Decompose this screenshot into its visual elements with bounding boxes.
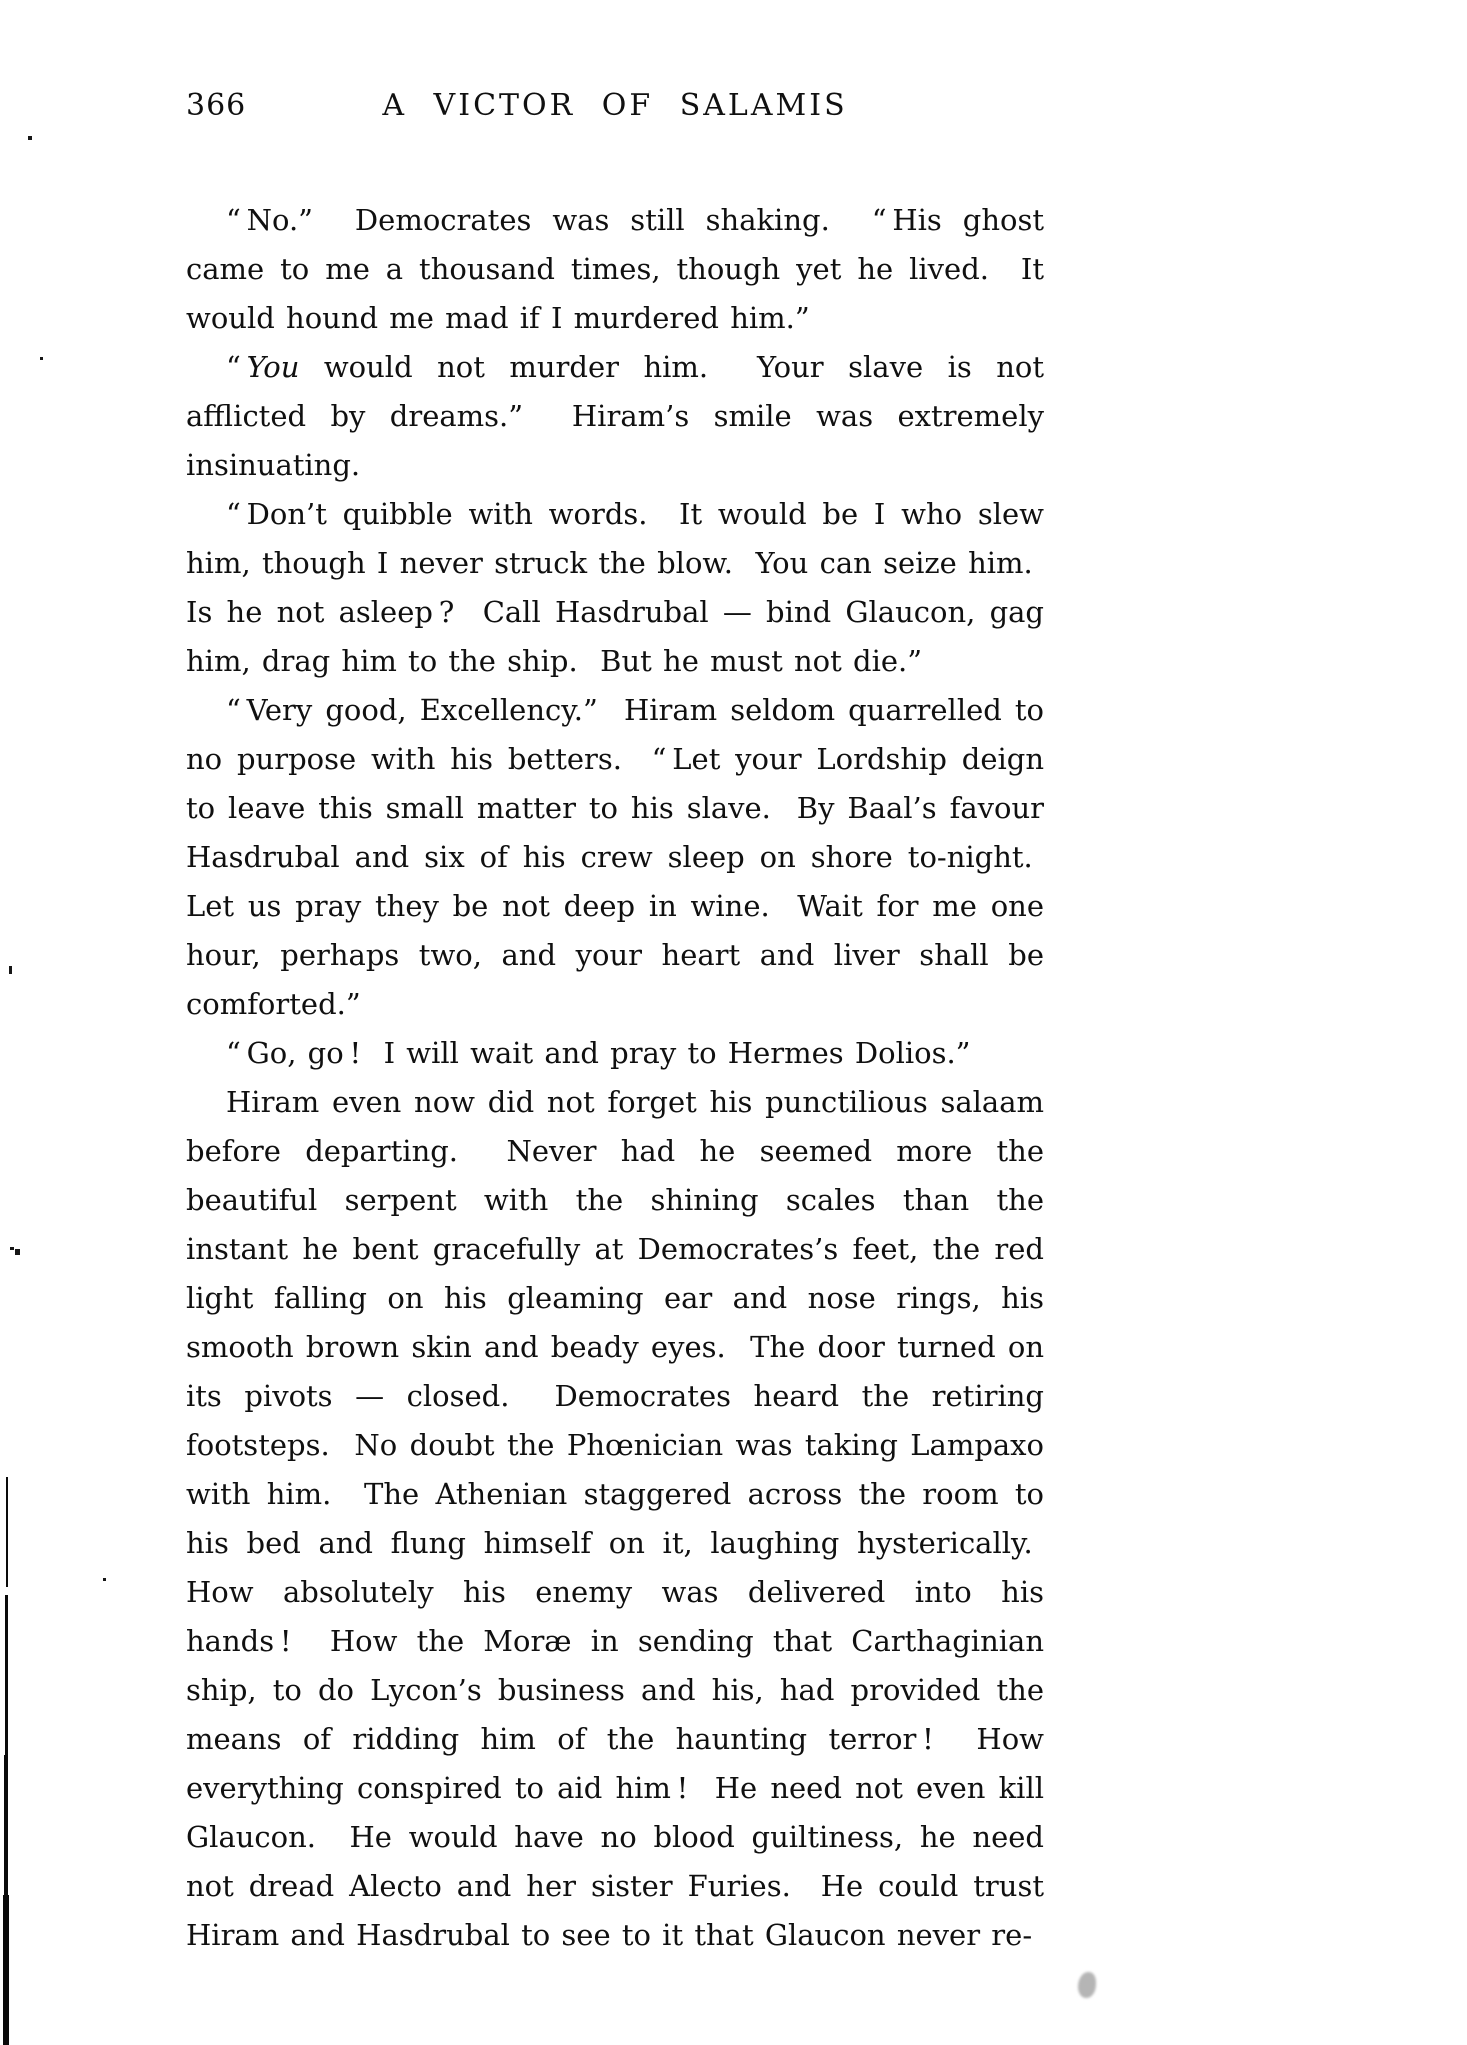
page-edge-streak [3,1895,9,2045]
ink-smudge [1078,1972,1096,1998]
italic-text-segment: You [246,350,300,384]
page-edge-streak [4,1755,8,1895]
ink-speck [15,1249,20,1255]
ink-speck [9,966,12,974]
text-segment: “ [226,350,247,384]
ink-speck [10,1247,14,1250]
paragraph [186,686,1044,1029]
text-segment: would not murder him. Your slave is not afflicted by dreams.” Hiram’s smile was extremely insinuating. [186,350,1044,482]
ink-speck [103,1578,106,1581]
paragraph [186,196,1044,343]
ink-speck [40,357,43,360]
paragraph [186,1078,1044,1960]
page-edge-streak [5,1595,8,1755]
paragraph [186,1029,1044,1078]
text-segment: “ Don’t quibble with words. It would be I who slew him, though I never struck the blow. You can seize him. Is he not asleep ? Call Hasdrubal — bind Glaucon, gag him, drag him to the ship. But he must not die.” [186,497,1044,678]
paragraph [186,490,1044,686]
ink-speck [28,136,32,140]
text-segment: “ Go, go ! I will wait and pray to Hermes Dolios.” [226,1036,971,1070]
text-segment: “ No.” Democrates was still shaking. “ His ghost came to me a thousand times, though yet he lived. It would hound me mad if I murdered him.” [186,203,1044,335]
page-header [186,88,1044,128]
page-edge-streak [6,1477,8,1587]
body-text [186,196,1044,1960]
running-title: A VICTOR OF SALAMIS [382,88,848,123]
text-segment: Hiram even now did not forget his punctilious salaam before departing. Never had he seemed more the beautiful serpent with the shining scales than the instant he bent gracefully at Democrates’s feet, the red light falling on his gleaming ear and nose rings, his smooth brown skin and beady eyes. The door turned on its pivots — closed. Democrates heard the retiring footsteps. No doubt the Phœnician was taking Lampaxo with him. The Athenian staggered across the room to his bed and flung himself on it, laughing hysterically. How absolutely his enemy was delivered into his hands ! How the Moræ in sending that Carthaginian ship, to do Lycon’s business and his, had provided the means of ridding him of the haunting terror ! How everything conspired to aid him ! He need not even kill Glaucon. He would have no blood guiltiness, he need not dread Alecto and her sister Furies. He could trust Hiram and Hasdrubal to see to it that Glaucon never re- [186,1085,1044,1952]
paragraph [186,343,1044,490]
text-segment: “ Very good, Excellency.” Hiram seldom quarrelled to no purpose with his betters. “ Let your Lordship deign to leave this small matter to his slave. By Baal’s favour Hasdrubal and six of his crew sleep on shore to-night. Let us pray they be not deep in wine. Wait for me one hour, perhaps two, and your heart and liver shall be comforted.” [186,693,1044,1021]
page-number: 366 [186,88,247,123]
